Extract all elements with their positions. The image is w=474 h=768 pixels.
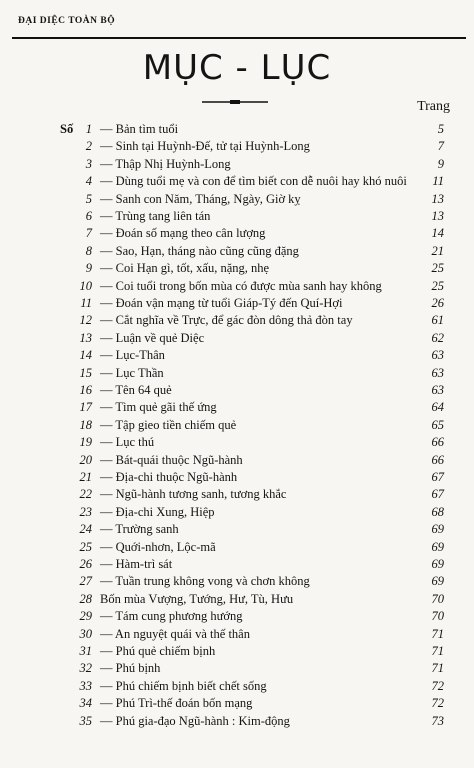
entry-number: 1 <box>85 122 92 136</box>
toc-entry <box>0 555 474 574</box>
entry-title: — Phú Trì-thế đoán bốn mạng <box>100 696 253 711</box>
running-header: ĐẠI DIỆC TOÀN BỘ <box>18 16 116 26</box>
entry-page-number: 64 <box>431 400 444 415</box>
toc-entry <box>0 451 474 470</box>
entry-title: — Ngũ-hành tương sanh, tương khắc <box>100 487 287 502</box>
entry-title: — Sanh con Năm, Tháng, Ngày, Giờ kỵ <box>100 191 301 206</box>
toc-entry <box>0 433 474 452</box>
entry-number: 8 <box>85 243 92 258</box>
entry-number: 28 <box>79 591 92 606</box>
entry-number: 29 <box>79 609 92 624</box>
entry-page-number: 14 <box>431 226 444 241</box>
entry-number: 7 <box>85 226 92 241</box>
entry-title: — Tuần trung không vong và chơn không <box>100 574 310 589</box>
entry-page-number: 72 <box>431 678 444 693</box>
entry-page-number: 62 <box>431 330 444 345</box>
entry-title: — Luận về quẻ Diệc <box>100 330 205 345</box>
entry-number: 27 <box>79 574 92 589</box>
entry-number: 10 <box>79 278 92 293</box>
entry-page-number: 13 <box>431 191 444 206</box>
toc-entry <box>0 607 474 626</box>
entry-page-number: 69 <box>431 539 444 554</box>
entry-number: 33 <box>79 678 92 693</box>
entry-number: 26 <box>79 557 92 571</box>
entry-title: — Tám cung phương hướng <box>100 609 243 624</box>
entry-title: — Phú chiếm bịnh biết chết sống <box>100 678 267 693</box>
entry-title: — Cắt nghĩa về Trực, để gác đòn dông thả đòn tay <box>100 313 353 328</box>
toc-entry <box>0 190 474 209</box>
toc-entry <box>0 346 474 365</box>
toc-entry <box>0 172 474 191</box>
toc-entry <box>0 294 474 313</box>
entry-number: 6 <box>85 209 92 223</box>
toc-entry <box>0 642 474 661</box>
entry-number: 11 <box>80 296 92 310</box>
entry-page-number: 68 <box>431 504 444 519</box>
entry-title: — Lục thú <box>100 435 155 450</box>
entry-number: 14 <box>79 348 92 363</box>
entry-title: — Phú gia-đạo Ngũ-hành : Kim-động <box>100 713 290 728</box>
entry-number: 13 <box>79 330 92 345</box>
entry-title: — Lục-Thân <box>100 348 165 363</box>
toc-entry <box>0 590 474 609</box>
entry-page-number: 66 <box>431 435 444 450</box>
entry-title: — Trường sanh <box>100 522 179 537</box>
toc-entry <box>0 311 474 330</box>
entry-title: — Tập gieo tiền chiếm quẻ <box>100 417 237 432</box>
entry-number: 34 <box>79 696 92 711</box>
entry-number: 30 <box>79 626 92 641</box>
entry-page-number: 61 <box>431 313 444 328</box>
entry-page-number: 65 <box>431 417 444 432</box>
entry-page-number: 26 <box>431 296 444 310</box>
entry-number: 5 <box>85 191 92 206</box>
entry-number: 22 <box>79 487 92 502</box>
toc-entry <box>0 155 474 174</box>
toc-entry <box>0 137 474 156</box>
toc-entry <box>0 625 474 644</box>
toc-entry <box>0 694 474 713</box>
entry-number: 20 <box>79 452 92 467</box>
entry-number: 15 <box>79 365 92 380</box>
page-column-label: Trang <box>417 99 450 114</box>
toc-entry <box>0 503 474 522</box>
toc-entry <box>0 242 474 261</box>
entry-title: Bốn mùa Vượng, Tướng, Hư, Tù, Hưu <box>100 591 294 606</box>
entry-page-number: 69 <box>431 557 444 571</box>
toc-entry <box>0 485 474 504</box>
entry-page-number: 11 <box>432 174 444 189</box>
entry-page-number: 9 <box>437 156 444 171</box>
entry-title: — Thập Nhị Huỳnh-Long <box>100 156 231 171</box>
entry-number: 3 <box>85 156 92 171</box>
entry-title: — An nguyệt quái và thế thân <box>100 626 250 641</box>
page-title: MỤC - LỤC <box>142 48 332 88</box>
toc-entry <box>0 572 474 591</box>
entry-number: 23 <box>79 504 92 519</box>
entry-title: — Tên 64 quẻ <box>100 383 172 397</box>
entry-page-number: 25 <box>431 261 444 276</box>
entry-number: 12 <box>79 313 92 328</box>
entry-title: — Quới-nhơn, Lộc-mã <box>100 539 216 554</box>
toc-entry <box>0 120 474 139</box>
toc-entry <box>0 398 474 417</box>
entry-number: 31 <box>79 644 92 658</box>
entry-page-number: 70 <box>431 591 444 606</box>
entry-page-number: 7 <box>437 139 444 154</box>
toc-entry <box>0 224 474 243</box>
toc-entry <box>0 468 474 487</box>
entry-page-number: 63 <box>431 365 444 380</box>
entry-page-number: 67 <box>431 470 444 484</box>
entry-page-number: 72 <box>431 696 444 711</box>
entry-page-number: 63 <box>431 383 444 397</box>
toc-entry <box>0 538 474 557</box>
entry-page-number: 69 <box>431 522 444 537</box>
entry-number: 19 <box>79 435 92 450</box>
entry-title: — Coi Hạn gì, tốt, xấu, nặng, nhẹ <box>100 261 270 276</box>
entry-page-number: 71 <box>431 661 444 676</box>
toc-entry <box>0 659 474 678</box>
entry-number: 24 <box>79 522 92 537</box>
entry-number: 9 <box>85 261 92 276</box>
entry-title: — Coi tuổi trong bốn mùa có được mùa sanh hay không <box>100 278 382 293</box>
toc-entry <box>0 416 474 435</box>
entry-title: — Phú bịnh <box>100 661 161 676</box>
entry-title: — Tìm quẻ gãi thế ứng <box>100 400 217 415</box>
entry-page-number: 13 <box>431 209 444 223</box>
toc-entry <box>0 520 474 539</box>
toc-entry <box>0 677 474 696</box>
entry-page-number: 21 <box>431 243 444 258</box>
entry-title: — Bản tìm tuổi <box>100 122 179 136</box>
toc-entry <box>0 364 474 383</box>
entry-page-number: 63 <box>431 348 444 363</box>
entry-number: 21 <box>79 470 92 484</box>
entry-title: — Địa-chi Xung, Hiệp <box>100 504 215 519</box>
entry-number: 32 <box>79 661 92 676</box>
entry-number: 17 <box>79 400 92 415</box>
entry-number: 2 <box>85 139 92 154</box>
toc-entry <box>0 259 474 278</box>
entry-title: — Đoán số mạng theo cân lượng <box>100 226 266 241</box>
entry-number: 16 <box>79 383 92 397</box>
entry-page-number: 66 <box>431 452 444 467</box>
entry-title: — Bát-quái thuộc Ngũ-hành <box>100 452 243 467</box>
entry-title: — Sao, Hạn, tháng nào cũng cũng đặng <box>100 243 299 258</box>
entry-number: 4 <box>85 174 92 189</box>
entry-title: — Phú quẻ chiếm bịnh <box>100 644 216 658</box>
header-rule <box>12 37 466 39</box>
entry-title: — Dùng tuổi mẹ và con để tìm biết con dễ nuôi hay khó nuôi <box>100 174 407 189</box>
entry-page-number: 67 <box>431 487 444 502</box>
entry-number: 25 <box>79 539 92 554</box>
entry-number: 35 <box>79 713 92 728</box>
entry-page-number: 70 <box>431 609 444 624</box>
so-label: Số <box>60 122 74 136</box>
toc-entry <box>0 277 474 296</box>
entry-title: — Hàm-trì sát <box>100 557 173 571</box>
entry-title: — Lục Thần <box>100 365 164 380</box>
toc-entry <box>0 381 474 400</box>
toc-entry <box>0 329 474 348</box>
entry-page-number: 71 <box>431 626 444 641</box>
entry-title: — Địa-chi thuộc Ngũ-hành <box>100 470 238 484</box>
entry-page-number: 71 <box>431 644 444 658</box>
entry-title: — Trùng tang liên tán <box>100 209 211 223</box>
entry-number: 18 <box>79 417 92 432</box>
title-ornament-icon <box>200 99 270 105</box>
entry-title: — Đoán vận mạng từ tuổi Giáp-Tý đến Quí-Hợi <box>100 296 343 310</box>
entry-title: — Sinh tại Huỳnh-Đế, tử tại Huỳnh-Long <box>100 139 310 154</box>
entry-page-number: 5 <box>437 122 444 136</box>
toc-entry <box>0 207 474 226</box>
entry-page-number: 25 <box>431 278 444 293</box>
entry-page-number: 73 <box>431 713 444 728</box>
toc-entry <box>0 712 474 731</box>
entry-page-number: 69 <box>431 574 444 589</box>
